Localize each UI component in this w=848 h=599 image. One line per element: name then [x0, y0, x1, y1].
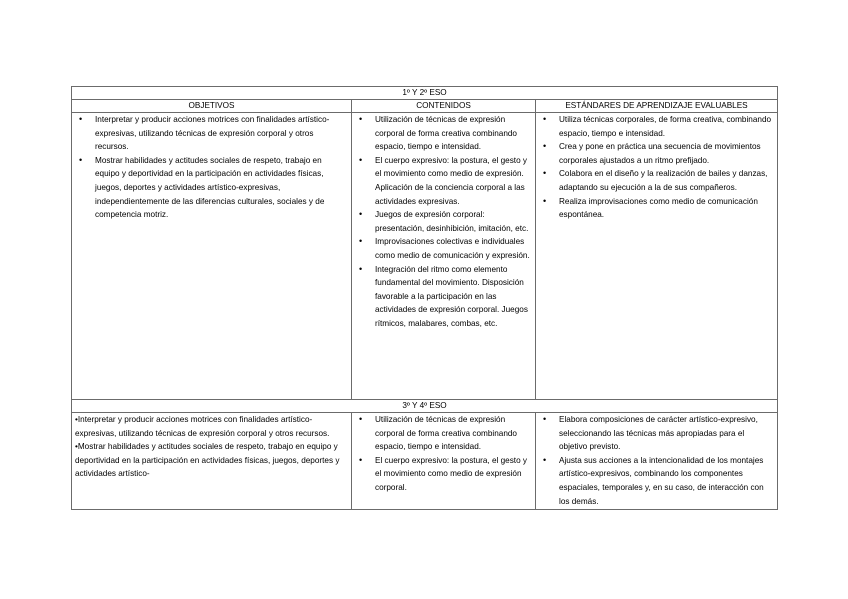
objetivos-cell — [72, 413, 352, 510]
list-item: • Interpretar y producir acciones motrices con finalidades artístico-expresivas, utilizando técnicas de expresión corporal y otros recursos. — [75, 113, 348, 154]
list-item: • Improvisaciones colectivas e individuales como medio de comunicación y expresión. — [355, 235, 532, 262]
section-title-1-2-eso: 1º Y 2º ESO — [72, 87, 778, 100]
section-row-3-4-eso — [72, 413, 778, 510]
list-item: • Colabora en el diseño y la realización de bailes y danzas, adaptando su ejecución a la de sus compañeros. — [539, 167, 774, 194]
section-banner-row — [72, 400, 778, 413]
list-item: • El cuerpo expresivo: la postura, el gesto y el movimiento como medio de expresión corporal. — [355, 454, 532, 495]
list-item: • Utilización de técnicas de expresión corporal de forma creativa combinando espacio, tiempo e intensidad. — [355, 413, 532, 454]
contenidos-cell — [352, 413, 536, 510]
paragraph: •Mostrar habilidades y actitudes sociales de respeto, trabajo en equipo y deportividad en la participación en actividades físicas, juegos, deportes y actividades artístico- — [75, 442, 340, 479]
curriculum-table — [71, 86, 778, 510]
section-row-1-2-eso — [72, 113, 778, 400]
list-item: • Utiliza técnicas corporales, de forma creativa, combinando espacio, tiempo e intensidad. — [539, 113, 774, 140]
objetivos-cell — [72, 113, 352, 400]
contenidos-cell — [352, 113, 536, 400]
header-objetivos: OBJETIVOS — [72, 100, 352, 113]
list-item: • Integración del ritmo como elemento fundamental del movimiento. Disposición favorable a la participación en las actividades de expresión corporal. Juegos rítmicos, malabares, combas, etc. — [355, 263, 532, 331]
list-item: • Crea y pone en práctica una secuencia de movimientos corporales ajustados a un ritmo prefijado. — [539, 140, 774, 167]
list-item: • Juegos de expresión corporal: presentación, desinhibición, imitación, etc. — [355, 208, 532, 235]
estandares-cell — [536, 113, 778, 400]
estandares-cell — [536, 413, 778, 510]
paragraph: •Interpretar y producir acciones motrices con finalidades artístico-expresivas, utilizando técnicas de expresión corporal y otros recursos. — [75, 415, 330, 438]
list-item: • Mostrar habilidades y actitudes sociales de respeto, trabajo en equipo y deportividad en la participación en actividades físicas, juegos, deportes y actividades artístico-expresivas, independientemente de las diferencias culturales, sociales y de competencia motriz. — [75, 154, 348, 222]
header-contenidos: CONTENIDOS — [352, 100, 536, 113]
section-title-3-4-eso: 3º Y 4º ESO — [72, 400, 778, 413]
header-estandares: ESTÁNDARES DE APRENDIZAJE EVALUABLES — [536, 100, 778, 113]
section-banner-row — [72, 87, 778, 100]
list-item: • Realiza improvisaciones como medio de comunicación espontánea. — [539, 195, 774, 222]
list-item: • Utilización de técnicas de expresión corporal de forma creativa combinando espacio, tiempo e intensidad. — [355, 113, 532, 154]
list-item: • Ajusta sus acciones a la intencionalidad de los montajes artístico-expresivos, combinando los componentes espaciales, temporales y, en su caso, de interacción con los demás. — [539, 454, 774, 508]
list-item: • El cuerpo expresivo: la postura, el gesto y el movimiento como medio de expresión. Aplicación de la conciencia corporal a las actividades expresivas. — [355, 154, 532, 208]
list-item: • Elabora composiciones de carácter artístico-expresivo, seleccionando las técnicas más apropiadas para el objetivo previsto. — [539, 413, 774, 454]
column-header-row — [72, 100, 778, 113]
